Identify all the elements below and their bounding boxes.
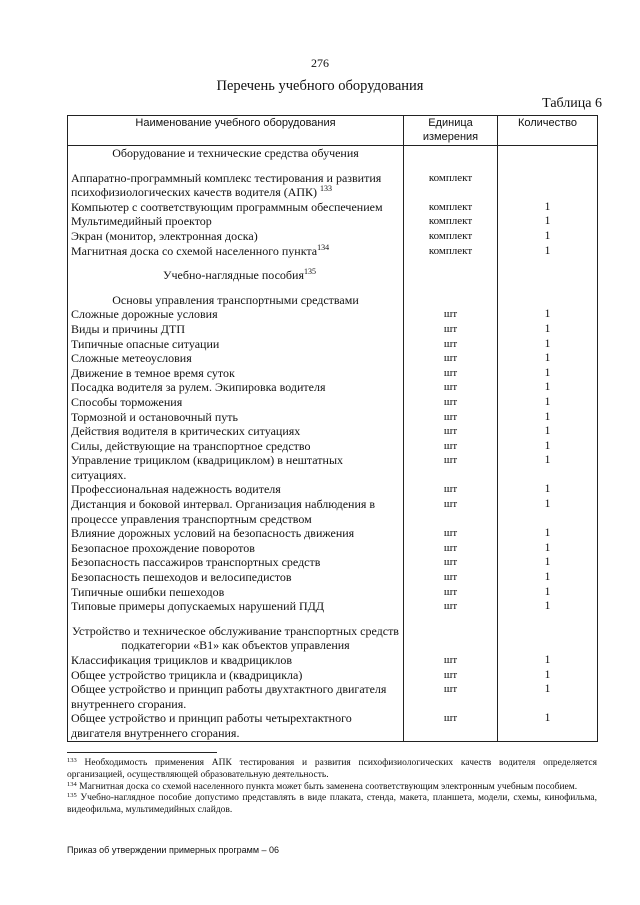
row-name: Магнитная доска со схемой населенного пункта$^{134}$ — [68, 244, 404, 259]
section-row — [68, 146, 598, 161]
row-unit: шт — [404, 653, 498, 668]
row-name: Типичные опасные ситуации — [68, 337, 404, 352]
row-name: Общее устройство трицикла и (квадрицикла) — [68, 668, 404, 683]
row-unit: шт — [404, 351, 498, 366]
footnote-number: 135 — [67, 792, 77, 800]
row-unit: шт — [404, 453, 498, 482]
footnote-ref: 133 — [320, 184, 333, 194]
row-name: Движение в темное время суток — [68, 366, 404, 381]
row-name: Виды и причины ДТП — [68, 322, 404, 337]
section-row — [68, 293, 598, 308]
row-name: Посадка водителя за рулем. Экипировка водителя — [68, 380, 404, 395]
table-row — [68, 322, 598, 337]
footnote — [67, 758, 597, 782]
row-qty: 1 — [498, 229, 598, 244]
row-qty: 1 — [498, 482, 598, 497]
row-unit: шт — [404, 541, 498, 556]
table-row — [68, 453, 598, 482]
row-qty: 1 — [498, 653, 598, 668]
row-qty: 1 — [498, 214, 598, 229]
footnote-text: Учебно-наглядное пособие допустимо представлять в виде плаката, стенда, макета, планшета, модели, схемы, кинофильма, видеофильма, мультимедийных слайдов. — [67, 793, 598, 816]
row-qty: 1 — [498, 322, 598, 337]
row-name: Безопасное прохождение поворотов — [68, 541, 404, 556]
table-row — [68, 599, 598, 614]
table-row — [68, 570, 598, 585]
table-row — [68, 653, 598, 668]
table-row — [68, 526, 598, 541]
table-row — [68, 439, 598, 454]
table-header-row — [68, 116, 598, 146]
footnote-divider — [67, 752, 217, 753]
page-number: 276 — [311, 56, 329, 70]
row-unit: шт — [404, 555, 498, 570]
section-equipment: Оборудование и технические средства обучения — [68, 146, 404, 161]
row-qty: 1 — [498, 307, 598, 322]
row-name: Действия водителя в критических ситуациях — [68, 424, 404, 439]
equipment-table — [67, 115, 598, 742]
row-unit: шт — [404, 322, 498, 337]
row-unit: комплект — [404, 200, 498, 215]
table-row — [68, 200, 598, 215]
footnote — [67, 793, 597, 817]
row-qty: 1 — [498, 668, 598, 683]
header-name: Наименование учебного оборудования — [68, 116, 404, 146]
row-name: Сложные дорожные условия — [68, 307, 404, 322]
table-row — [68, 497, 598, 526]
section-device: Устройство и техническое обслуживание транспортных средств подкатегории «B1» как объектов управления — [68, 624, 404, 653]
table-row — [68, 682, 598, 711]
table-row — [68, 711, 598, 741]
table-row — [68, 482, 598, 497]
header-unit: Единица измерения — [404, 116, 498, 146]
row-qty: 1 — [498, 541, 598, 556]
table-row — [68, 410, 598, 425]
row-name: Классификация трициклов и квадрициклов — [68, 653, 404, 668]
row-unit: комплект — [404, 214, 498, 229]
table-row — [68, 541, 598, 556]
row-qty: 1 — [498, 200, 598, 215]
row-name: Общее устройство и принцип работы четырехтактного двигателя внутреннего сгорания. — [68, 711, 404, 741]
row-qty: 1 — [498, 244, 598, 259]
table-row — [68, 229, 598, 244]
table-row — [68, 171, 598, 200]
row-qty: 1 — [498, 424, 598, 439]
row-qty: 1 — [498, 711, 598, 741]
row-name: Сложные метеоусловия — [68, 351, 404, 366]
table-row — [68, 351, 598, 366]
row-unit: комплект — [404, 244, 498, 259]
row-unit: шт — [404, 570, 498, 585]
row-name: Компьютер с соответствующим программным обеспечением — [68, 200, 404, 215]
row-unit: шт — [404, 439, 498, 454]
table-row — [68, 555, 598, 570]
row-name: Дистанция и боковой интервал. Организация наблюдения в процессе управления транспортным средством — [68, 497, 404, 526]
row-qty: 1 — [498, 351, 598, 366]
row-unit: шт — [404, 497, 498, 526]
row-qty: 1 — [498, 570, 598, 585]
table-row — [68, 380, 598, 395]
row-unit: шт — [404, 395, 498, 410]
footnote-text: Магнитная доска со схемой населенного пункта может быть заменена соответствующим электронным учебным пособием. — [79, 781, 578, 792]
row-qty: 1 — [498, 453, 598, 482]
row-unit: шт — [404, 526, 498, 541]
table-row — [68, 307, 598, 322]
row-qty: 1 — [498, 682, 598, 711]
row-name: Типовые примеры допускаемых нарушений ПДД — [68, 599, 404, 614]
basics-rows — [68, 307, 598, 613]
row-unit: шт — [404, 585, 498, 600]
footnote-ref: 134 — [317, 242, 330, 252]
row-name: Влияние дорожных условий на безопасность движения — [68, 526, 404, 541]
device-rows — [68, 653, 598, 741]
footnote — [67, 782, 597, 794]
table-row — [68, 366, 598, 381]
row-unit: шт — [404, 482, 498, 497]
row-qty: 1 — [498, 555, 598, 570]
row-name: Управление трициклом (квадрициклом) в нештатных ситуациях. — [68, 453, 404, 482]
row-name: Тормозной и остановочный путь — [68, 410, 404, 425]
row-unit: шт — [404, 307, 498, 322]
table-row — [68, 244, 598, 259]
footnote-number: 133 — [67, 757, 77, 764]
row-name: Аппаратно-программный комплекс тестирования и развития психофизиологических качеств водителя (АПК) $^{133}$ — [68, 171, 404, 200]
row-unit: шт — [404, 599, 498, 614]
row-unit: комплект — [404, 171, 498, 200]
footnote-ref: 135 — [303, 267, 316, 277]
row-unit: шт — [404, 380, 498, 395]
footnotes — [67, 758, 597, 817]
row-unit: шт — [404, 682, 498, 711]
document-title: Перечень учебного оборудования — [216, 78, 424, 94]
table-row — [68, 668, 598, 683]
table-label: Таблица 6 — [542, 96, 602, 111]
row-qty: 1 — [498, 526, 598, 541]
row-name: Типичные ошибки пешеходов — [68, 585, 404, 600]
row-qty: 1 — [498, 366, 598, 381]
row-qty: 1 — [498, 585, 598, 600]
row-qty: 1 — [498, 497, 598, 526]
section-visual-aids: Учебно-наглядные пособия$^{135}$ — [68, 268, 404, 283]
row-qty: 1 — [498, 380, 598, 395]
row-unit: шт — [404, 366, 498, 381]
section-row — [68, 624, 598, 653]
table-row — [68, 214, 598, 229]
footnote-number: 134 — [67, 780, 77, 788]
row-unit: шт — [404, 668, 498, 683]
section-row — [68, 268, 598, 283]
row-name: Силы, действующие на транспортное средство — [68, 439, 404, 454]
row-name: Общее устройство и принцип работы двухтактного двигателя внутреннего сгорания. — [68, 682, 404, 711]
table-row — [68, 337, 598, 352]
row-qty — [498, 171, 598, 200]
page-footer: Приказ об утверждении примерных программ – 06 — [67, 845, 280, 855]
table-row — [68, 585, 598, 600]
section-basics: Основы управления транспортными средствами — [68, 293, 404, 308]
row-qty: 1 — [498, 599, 598, 614]
row-unit: шт — [404, 424, 498, 439]
table-row — [68, 395, 598, 410]
row-unit: шт — [404, 337, 498, 352]
row-qty: 1 — [498, 337, 598, 352]
row-name: Экран (монитор, электронная доска) — [68, 229, 404, 244]
row-name: Безопасность пешеходов и велосипедистов — [68, 570, 404, 585]
row-unit: шт — [404, 410, 498, 425]
row-qty: 1 — [498, 410, 598, 425]
table-row — [68, 424, 598, 439]
row-name: Безопасность пассажиров транспортных средств — [68, 555, 404, 570]
row-name: Профессиональная надежность водителя — [68, 482, 404, 497]
row-qty: 1 — [498, 395, 598, 410]
row-qty: 1 — [498, 439, 598, 454]
row-unit: комплект — [404, 229, 498, 244]
row-unit: шт — [404, 711, 498, 741]
footnote-text: Необходимость применения АПК тестирования и развития психофизиологических качеств водителя определяется организацией, осуществляющей образовательную деятельность. — [67, 758, 598, 780]
header-qty: Количество — [498, 116, 598, 146]
row-name: Способы торможения — [68, 395, 404, 410]
row-name: Мультимедийный проектор — [68, 214, 404, 229]
